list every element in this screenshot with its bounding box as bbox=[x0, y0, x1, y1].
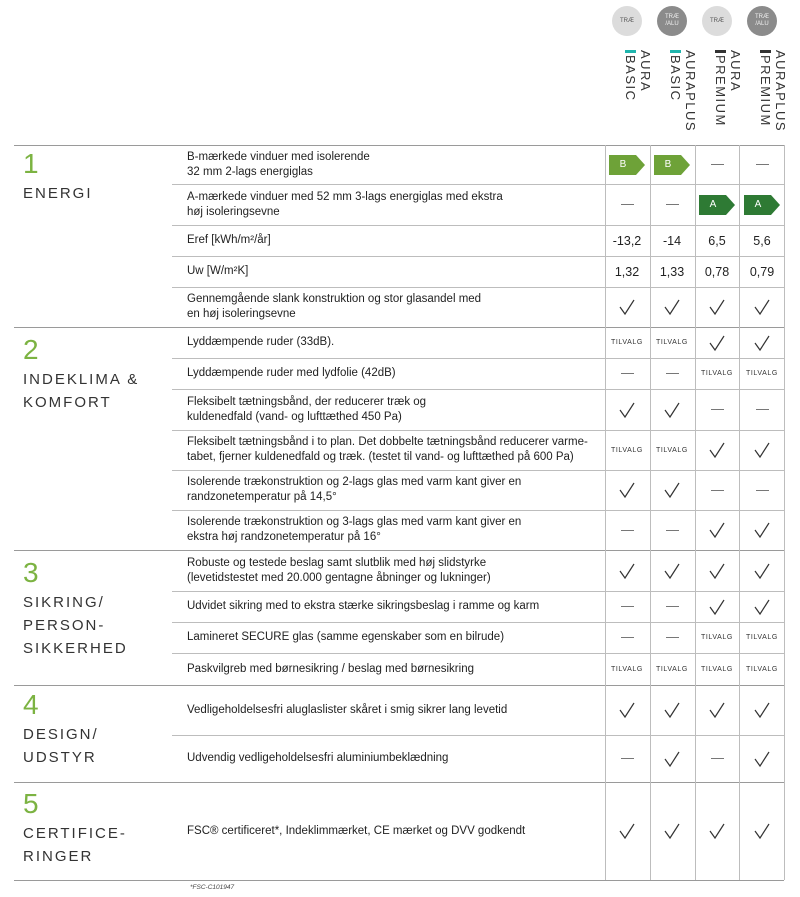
energy-class-label: A bbox=[709, 199, 717, 210]
value-cell bbox=[740, 287, 784, 327]
feature-text bbox=[187, 703, 507, 718]
value-text: 6,5 bbox=[708, 233, 726, 248]
value-text: 1,33 bbox=[659, 264, 685, 279]
material-label: TRÆ bbox=[620, 17, 634, 24]
material-badge bbox=[747, 6, 777, 36]
variant-bar bbox=[625, 50, 636, 53]
checkmark-icon bbox=[708, 822, 726, 840]
energy-class-label: B bbox=[619, 159, 627, 170]
value-cell bbox=[605, 430, 649, 470]
value-cell bbox=[695, 145, 739, 184]
variant-bar bbox=[715, 50, 726, 53]
checkmark-icon bbox=[663, 701, 681, 719]
feature-text-line: 32 mm 2-lags energiglas bbox=[187, 165, 313, 178]
optional-label: TILVALG bbox=[746, 665, 778, 673]
feature-text-line: (levetidstestet med 20.000 gentagne åbninger og lukninger) bbox=[187, 571, 491, 584]
checkmark-icon bbox=[753, 822, 771, 840]
value-cell bbox=[650, 389, 694, 430]
feature-text bbox=[187, 475, 521, 505]
material-label: TRÆ bbox=[665, 14, 679, 20]
value-cell bbox=[650, 470, 694, 510]
material-label: TRÆ bbox=[755, 14, 769, 20]
optional-label: TILVALG bbox=[701, 665, 733, 673]
section-title bbox=[23, 591, 128, 660]
checkmark-icon bbox=[618, 822, 636, 840]
dash-icon bbox=[666, 204, 679, 205]
value-cell bbox=[650, 145, 694, 184]
value-cell bbox=[605, 327, 649, 358]
value-cell bbox=[695, 470, 739, 510]
value-cell bbox=[740, 685, 784, 735]
optional-label: TILVALG bbox=[611, 339, 643, 346]
value-cell bbox=[695, 622, 739, 653]
checkmark-icon bbox=[753, 562, 771, 580]
value-cell bbox=[605, 591, 649, 622]
product-variant-line bbox=[758, 50, 773, 160]
section-number: 2 bbox=[23, 334, 39, 365]
product-variant-line bbox=[713, 50, 728, 160]
feature-text bbox=[187, 395, 426, 425]
row-divider bbox=[14, 880, 784, 881]
value-cell bbox=[740, 470, 784, 510]
section-number: 1 bbox=[23, 148, 39, 179]
value-cell bbox=[740, 225, 784, 256]
feature-text-line: Lyddæmpende ruder (33dB). bbox=[187, 336, 335, 348]
product-column-header bbox=[695, 6, 743, 131]
checkmark-icon bbox=[708, 441, 726, 459]
dash-icon bbox=[756, 164, 769, 165]
value-text: 0,78 bbox=[704, 264, 730, 279]
value-cell bbox=[605, 685, 649, 735]
value-cell bbox=[695, 735, 739, 782]
value-cell bbox=[740, 622, 784, 653]
value-cell bbox=[605, 510, 649, 550]
material-badge bbox=[702, 6, 732, 36]
material-badge bbox=[657, 6, 687, 36]
section-number: 4 bbox=[23, 689, 39, 720]
checkmark-icon bbox=[753, 598, 771, 616]
feature-text-line: Vedligeholdelsesfri aluglaslister skåret i smig sikrer lang levetid bbox=[187, 703, 508, 716]
optional-label: TILVALG bbox=[701, 370, 733, 377]
feature-text bbox=[187, 599, 539, 614]
checkmark-icon bbox=[753, 750, 771, 768]
feature-description bbox=[187, 430, 597, 470]
feature-text-line: A-mærkede vinduer med 52 mm 3-lags energiglas med ekstra bbox=[187, 190, 503, 203]
feature-description bbox=[187, 256, 597, 287]
feature-text-line: Lamineret SECURE glas (samme egenskaber som en bilrude) bbox=[187, 631, 505, 643]
feature-text bbox=[187, 292, 481, 322]
section-title bbox=[23, 723, 99, 769]
value-text: 5,6 bbox=[753, 233, 771, 248]
value-cell bbox=[740, 327, 784, 358]
dash-icon bbox=[756, 490, 769, 491]
checkmark-icon bbox=[618, 298, 636, 316]
value-cell bbox=[740, 735, 784, 782]
energy-class-label: A bbox=[754, 199, 762, 210]
section-title bbox=[23, 368, 139, 414]
section-title-line: SIKKERHED bbox=[23, 640, 128, 657]
dash-icon bbox=[621, 530, 634, 531]
value-text: 1,32 bbox=[614, 264, 640, 279]
value-cell bbox=[740, 782, 784, 880]
feature-description bbox=[187, 622, 597, 653]
value-cell bbox=[695, 256, 739, 287]
feature-description bbox=[187, 470, 597, 510]
checkmark-icon bbox=[708, 598, 726, 616]
value-cell bbox=[650, 685, 694, 735]
checkmark-icon bbox=[663, 750, 681, 768]
feature-text-line: Paskvilgreb med børnesikring / beslag med børnesikring bbox=[187, 662, 474, 675]
product-name-line: AURA bbox=[638, 50, 653, 93]
feature-text-line: Udvidet sikring med to ekstra stærke sikringsbeslag i ramme og karm bbox=[187, 600, 540, 612]
checkmark-icon bbox=[618, 701, 636, 719]
feature-text bbox=[187, 630, 504, 645]
dash-icon bbox=[666, 530, 679, 531]
product-name-line: AURAPLUS bbox=[683, 50, 698, 133]
checkmark-icon bbox=[663, 298, 681, 316]
variant-bar bbox=[670, 50, 681, 53]
feature-text bbox=[187, 662, 474, 677]
value-cell bbox=[650, 225, 694, 256]
value-cell bbox=[740, 256, 784, 287]
value-cell bbox=[650, 327, 694, 358]
dash-icon bbox=[711, 758, 724, 759]
footnote: *FSC-C101947 bbox=[190, 884, 235, 891]
optional-label: TILVALG bbox=[611, 665, 643, 673]
value-text: -13,2 bbox=[612, 233, 642, 248]
value-cell bbox=[740, 510, 784, 550]
dash-icon bbox=[711, 164, 724, 165]
product-variant: PREMIUM bbox=[758, 55, 773, 127]
value-cell bbox=[740, 591, 784, 622]
feature-description bbox=[187, 389, 597, 430]
value-text: 0,79 bbox=[749, 264, 775, 279]
feature-description bbox=[187, 510, 597, 550]
feature-text-line: en høj isoleringsevne bbox=[187, 308, 296, 320]
value-cell bbox=[695, 225, 739, 256]
value-cell bbox=[605, 622, 649, 653]
checkmark-icon bbox=[663, 562, 681, 580]
value-cell bbox=[605, 287, 649, 327]
feature-description bbox=[187, 735, 597, 782]
value-cell bbox=[605, 550, 649, 591]
value-cell bbox=[650, 550, 694, 591]
checkmark-icon bbox=[753, 298, 771, 316]
value-cell bbox=[740, 145, 784, 184]
value-cell bbox=[695, 653, 739, 685]
feature-text bbox=[187, 335, 334, 350]
section-title-line: RINGER bbox=[23, 848, 94, 865]
product-name-line: AURA bbox=[728, 50, 743, 93]
feature-description bbox=[187, 550, 597, 591]
checkmark-icon bbox=[753, 521, 771, 539]
value-cell bbox=[650, 653, 694, 685]
value-cell bbox=[740, 358, 784, 389]
checkmark-icon bbox=[618, 401, 636, 419]
section-title bbox=[23, 182, 93, 205]
feature-description bbox=[187, 327, 597, 358]
value-cell bbox=[695, 782, 739, 880]
feature-text-line: Isolerende trækonstruktion og 3-lags glas med varm kant giver en bbox=[187, 516, 522, 528]
feature-text-line: ekstra høj randzonetemperatur på 16° bbox=[187, 531, 381, 543]
section-number: 5 bbox=[23, 788, 39, 819]
value-cell bbox=[650, 430, 694, 470]
checkmark-icon bbox=[753, 441, 771, 459]
section-title-line: CERTIFICE- bbox=[23, 825, 127, 842]
material-badge bbox=[612, 6, 642, 36]
dash-icon bbox=[666, 606, 679, 607]
feature-text bbox=[187, 435, 588, 465]
section-title-line: PERSON- bbox=[23, 617, 106, 634]
energy-class-label: B bbox=[664, 159, 672, 170]
feature-text bbox=[187, 233, 271, 248]
feature-text bbox=[187, 150, 370, 180]
feature-description bbox=[187, 685, 597, 735]
value-cell bbox=[650, 782, 694, 880]
section-title-line: KOMFORT bbox=[23, 394, 112, 411]
value-cell bbox=[605, 653, 649, 685]
value-cell bbox=[650, 591, 694, 622]
optional-label: TILVALG bbox=[746, 370, 778, 377]
feature-description bbox=[187, 184, 597, 225]
dash-icon bbox=[621, 637, 634, 638]
optional-label: TILVALG bbox=[656, 339, 688, 346]
material-label: /ALU bbox=[665, 21, 679, 27]
feature-text-line: tabet, fjerner kuldenedfald og træk. (testet til vand- og lufttæthed på 600 Pa) bbox=[187, 451, 574, 463]
value-cell bbox=[650, 358, 694, 389]
value-cell bbox=[605, 358, 649, 389]
value-cell bbox=[695, 358, 739, 389]
value-cell bbox=[695, 550, 739, 591]
value-cell bbox=[605, 145, 649, 184]
value-cell bbox=[650, 622, 694, 653]
checkmark-icon bbox=[753, 701, 771, 719]
section-title-line: UDSTYR bbox=[23, 749, 97, 766]
feature-text bbox=[187, 824, 525, 839]
feature-text bbox=[187, 751, 448, 766]
value-cell bbox=[740, 430, 784, 470]
checkmark-icon bbox=[663, 401, 681, 419]
section-title-line: INDEKLIMA & bbox=[23, 371, 140, 388]
value-cell bbox=[695, 327, 739, 358]
dash-icon bbox=[666, 637, 679, 638]
feature-text-line: kuldenedfald (vand- og lufttæthed 450 Pa) bbox=[187, 410, 402, 423]
section-title-line: DESIGN/ bbox=[23, 726, 99, 743]
feature-description bbox=[187, 782, 597, 880]
feature-description bbox=[187, 591, 597, 622]
feature-text-line: Fleksibelt tætningsbånd i to plan. Det dobbelte tætningsbånd reducerer varme- bbox=[187, 436, 588, 448]
value-cell bbox=[605, 225, 649, 256]
value-cell bbox=[695, 685, 739, 735]
dash-icon bbox=[621, 373, 634, 374]
feature-text-line: Lyddæmpende ruder med lydfolie (42dB) bbox=[187, 367, 396, 379]
feature-text-line: Uw [W/m²K] bbox=[187, 265, 249, 277]
product-variant-line bbox=[668, 50, 683, 160]
dash-icon bbox=[711, 490, 724, 491]
value-cell bbox=[695, 389, 739, 430]
dash-icon bbox=[621, 606, 634, 607]
product-variant: BASIC bbox=[668, 55, 683, 102]
value-cell bbox=[605, 470, 649, 510]
section-title-line: ENERGI bbox=[23, 185, 93, 202]
variant-bar bbox=[760, 50, 771, 53]
feature-text-line: Eref [kWh/m²/år] bbox=[187, 234, 271, 246]
feature-text bbox=[187, 556, 491, 586]
value-cell bbox=[695, 510, 739, 550]
section-title-line: SIKRING/ bbox=[23, 594, 105, 611]
optional-label: TILVALG bbox=[701, 634, 733, 641]
feature-text-line: Gennemgående slank konstruktion og stor glasandel med bbox=[187, 293, 482, 305]
column-divider bbox=[784, 145, 785, 880]
energy-class-badge bbox=[609, 155, 645, 175]
optional-label: TILVALG bbox=[656, 446, 688, 454]
optional-label: TILVALG bbox=[656, 665, 688, 673]
value-cell bbox=[605, 782, 649, 880]
feature-text bbox=[187, 264, 248, 279]
checkmark-icon bbox=[708, 334, 726, 352]
dash-icon bbox=[756, 409, 769, 410]
material-label: TRÆ bbox=[710, 17, 724, 24]
value-cell bbox=[605, 389, 649, 430]
section-number: 3 bbox=[23, 557, 39, 588]
feature-text-line: randzonetemperatur på 14,5° bbox=[187, 491, 337, 503]
material-label: /ALU bbox=[755, 21, 769, 27]
product-name bbox=[748, 50, 788, 160]
value-cell bbox=[605, 184, 649, 225]
dash-icon bbox=[621, 758, 634, 759]
feature-description bbox=[187, 358, 597, 389]
product-name-line: AURAPLUS bbox=[773, 50, 788, 133]
value-cell bbox=[650, 510, 694, 550]
value-cell bbox=[650, 256, 694, 287]
feature-text bbox=[187, 366, 396, 381]
product-name bbox=[703, 50, 743, 160]
product-name bbox=[613, 50, 653, 160]
checkmark-icon bbox=[753, 334, 771, 352]
feature-text-line: Udvendig vedligeholdelsesfri aluminiumbeklædning bbox=[187, 752, 449, 764]
value-cell bbox=[695, 591, 739, 622]
value-cell bbox=[650, 184, 694, 225]
feature-text-line: Fleksibelt tætningsbånd, der reducerer træk og bbox=[187, 395, 427, 408]
feature-description bbox=[187, 225, 597, 256]
section-title bbox=[23, 822, 127, 868]
checkmark-icon bbox=[663, 481, 681, 499]
feature-text-line: B-mærkede vinduer med isolerende bbox=[187, 150, 370, 163]
value-cell bbox=[740, 389, 784, 430]
value-cell bbox=[605, 256, 649, 287]
value-text: -14 bbox=[662, 233, 682, 248]
value-cell bbox=[695, 184, 739, 225]
feature-text bbox=[187, 515, 521, 545]
product-column-header bbox=[650, 6, 698, 133]
checkmark-icon bbox=[708, 298, 726, 316]
energy-class-badge bbox=[744, 195, 780, 215]
dash-icon bbox=[666, 373, 679, 374]
value-cell bbox=[650, 287, 694, 327]
checkmark-icon bbox=[618, 562, 636, 580]
feature-text-line: FSC® certificeret*, Indeklimmærket, CE mærket og DVV godkendt bbox=[187, 824, 526, 837]
optional-label: TILVALG bbox=[611, 446, 643, 454]
product-variant: BASIC bbox=[623, 55, 638, 102]
feature-text bbox=[187, 190, 503, 220]
feature-description bbox=[187, 653, 597, 685]
feature-text-line: Isolerende trækonstruktion og 2-lags glas med varm kant giver en bbox=[187, 476, 522, 488]
dash-icon bbox=[621, 204, 634, 205]
product-name bbox=[658, 50, 698, 160]
checkmark-icon bbox=[708, 562, 726, 580]
value-cell bbox=[740, 653, 784, 685]
product-column-header bbox=[605, 6, 653, 131]
feature-text-line: høj isoleringsevne bbox=[187, 205, 280, 218]
feature-description bbox=[187, 287, 597, 327]
value-cell bbox=[695, 430, 739, 470]
checkmark-icon bbox=[663, 822, 681, 840]
checkmark-icon bbox=[708, 521, 726, 539]
dash-icon bbox=[711, 409, 724, 410]
value-cell bbox=[650, 735, 694, 782]
product-column-header bbox=[740, 6, 788, 133]
product-variant: PREMIUM bbox=[713, 55, 728, 127]
energy-class-badge bbox=[699, 195, 735, 215]
value-cell bbox=[740, 550, 784, 591]
value-cell bbox=[605, 735, 649, 782]
value-cell bbox=[740, 184, 784, 225]
product-variant-line bbox=[623, 50, 638, 160]
optional-label: TILVALG bbox=[746, 634, 778, 641]
feature-text-line: Robuste og testede beslag samt slutblik med høj slidstyrke bbox=[187, 556, 487, 569]
energy-class-badge bbox=[654, 155, 690, 175]
checkmark-icon bbox=[618, 481, 636, 499]
value-cell bbox=[695, 287, 739, 327]
feature-description bbox=[187, 145, 597, 184]
checkmark-icon bbox=[708, 701, 726, 719]
